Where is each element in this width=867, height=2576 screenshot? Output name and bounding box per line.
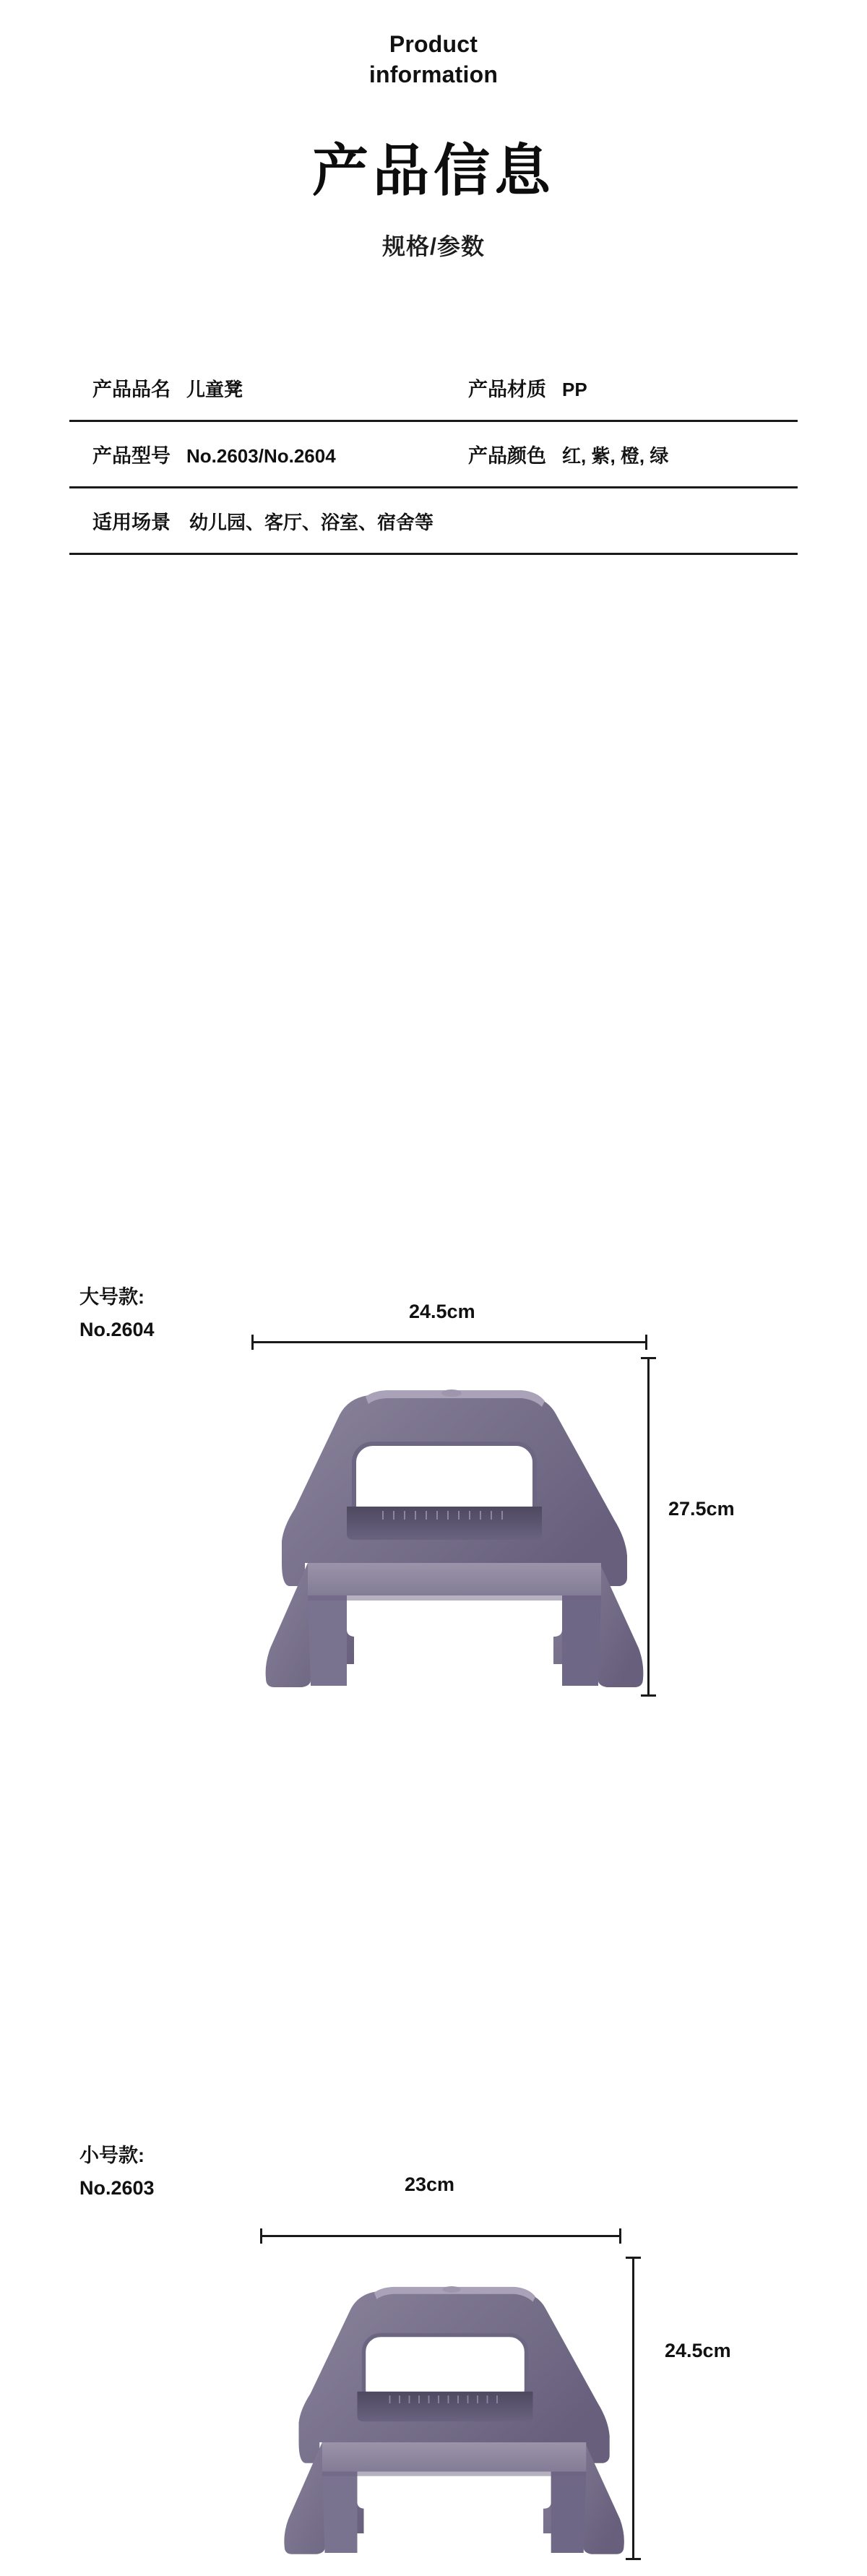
spec-label: 产品型号	[92, 445, 171, 468]
lower-rail	[322, 2442, 586, 2472]
product-large-size-label: 大号款:	[79, 1286, 144, 1309]
spec-label: 适用场景	[92, 512, 171, 534]
spec-label: 产品品名	[92, 379, 171, 401]
spec-value: 红, 紫, 橙, 绿	[562, 445, 669, 468]
product-small-image	[256, 2247, 647, 2572]
english-title-line2: information	[368, 61, 499, 88]
table-row	[69, 488, 798, 555]
spec-cell-name	[92, 374, 468, 402]
product-small-width-measure-line	[260, 2235, 621, 2237]
left-leg-inner	[322, 2472, 358, 2554]
lower-step-shadow	[358, 2392, 533, 2421]
product-large-model: No.2604	[79, 1318, 155, 1340]
english-title	[282, 29, 585, 90]
rail-shadow	[322, 2472, 586, 2476]
seat-center-nub	[442, 2286, 460, 2293]
product-small-model: No.2603	[79, 2176, 155, 2199]
spec-value: PP	[562, 379, 587, 401]
english-title-line1: Product	[389, 31, 478, 57]
lower-step-shadow	[347, 1507, 542, 1540]
spec-cell-material	[468, 374, 798, 402]
product-large-width-label: 24.5cm	[409, 1301, 475, 1323]
product-large-height-label: 27.5cm	[668, 1498, 735, 1520]
seat-center-nub	[441, 1390, 462, 1397]
product-large-image	[238, 1346, 665, 1707]
table-row	[69, 356, 798, 422]
product-large-width-measure-line	[251, 1341, 647, 1343]
page-subtitle: 规格/参数	[382, 233, 485, 260]
spec-value: No.2603/No.2604	[186, 445, 336, 468]
spec-value: 幼儿园、客厅、浴室、宿舍等	[189, 512, 434, 534]
spec-cell-color	[468, 440, 798, 468]
table-row	[69, 422, 798, 488]
stool-small-illustration	[256, 2247, 647, 2572]
right-leg-inner	[551, 2472, 587, 2554]
page-title: 产品信息	[311, 139, 555, 203]
product-small-size-label: 小号款:	[79, 2145, 144, 2167]
bottom-opening	[347, 1595, 562, 1637]
rail-shadow	[308, 1595, 601, 1601]
spec-label: 产品颜色	[468, 445, 546, 468]
spec-table	[69, 356, 798, 555]
spec-label: 产品材质	[468, 379, 546, 401]
product-large	[0, 555, 867, 1520]
spec-cell-model	[92, 440, 468, 468]
stool-large-illustration	[238, 1346, 665, 1707]
lower-rail	[308, 1563, 601, 1595]
product-small-model-tag	[79, 2140, 155, 2204]
left-leg-inner	[308, 1595, 347, 1686]
product-small-height-label: 24.5cm	[665, 2340, 731, 2362]
bottom-opening	[358, 2472, 551, 2509]
spec-value: 儿童凳	[186, 379, 243, 401]
product-small-width-label: 23cm	[405, 2174, 455, 2196]
right-leg-inner	[562, 1595, 601, 1686]
spec-cell-scene	[92, 507, 434, 535]
